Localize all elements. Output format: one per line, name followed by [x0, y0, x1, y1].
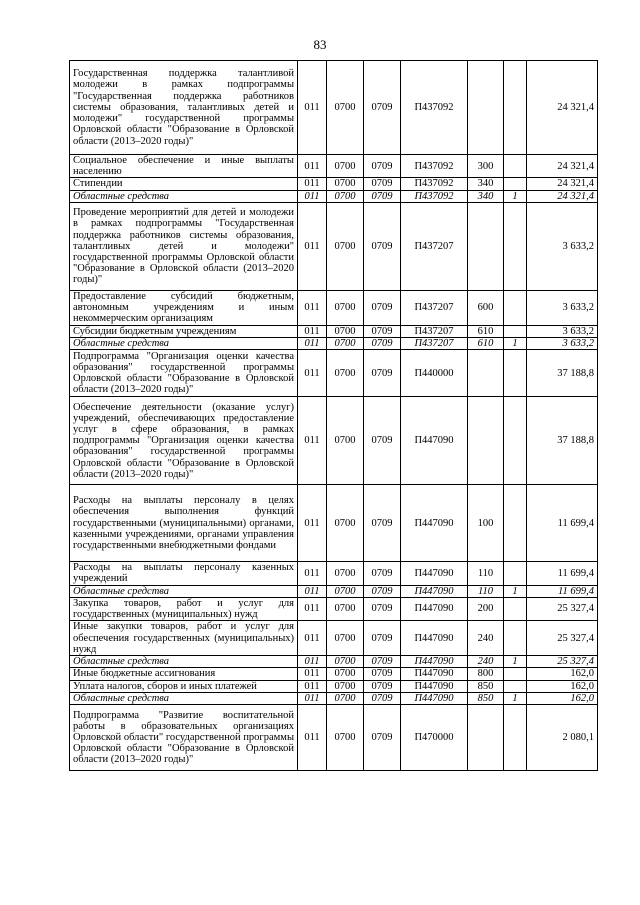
- table-row: [70, 61, 598, 155]
- table-row: [70, 621, 598, 656]
- funding-source-cell: [504, 325, 527, 337]
- amount-cell: 25 327,4: [527, 597, 598, 620]
- expense-type-cell: 300: [468, 155, 504, 178]
- target-item-cell: П437207: [401, 290, 468, 325]
- amount-cell: 24 321,4: [527, 190, 598, 202]
- target-item-cell: П440000: [401, 350, 468, 397]
- amount-cell: 3 633,2: [527, 202, 598, 290]
- subsection-code-cell: 0709: [364, 562, 401, 585]
- subsection-code-cell: 0709: [364, 621, 401, 656]
- table-row: [70, 585, 598, 597]
- section-code-cell: 0700: [327, 178, 364, 190]
- target-item-cell: П447090: [401, 597, 468, 620]
- target-item-cell: П447090: [401, 562, 468, 585]
- expense-type-cell: 850: [468, 680, 504, 692]
- funding-source-cell: 1: [504, 190, 527, 202]
- section-code-cell: 0700: [327, 668, 364, 680]
- target-item-cell: П447090: [401, 680, 468, 692]
- funding-source-cell: [504, 485, 527, 562]
- ministry-code-cell: 011: [298, 338, 327, 350]
- row-name-cell: Уплата налогов, сборов и иных платежей: [70, 680, 298, 692]
- section-code-cell: 0700: [327, 338, 364, 350]
- ministry-code-cell: 011: [298, 668, 327, 680]
- subsection-code-cell: 0709: [364, 585, 401, 597]
- ministry-code-cell: 011: [298, 61, 327, 155]
- ministry-code-cell: 011: [298, 397, 327, 485]
- funding-source-cell: [504, 61, 527, 155]
- expense-type-cell: 200: [468, 597, 504, 620]
- table-row: [70, 290, 598, 325]
- amount-cell: 3 633,2: [527, 325, 598, 337]
- row-name-cell: Проведение мероприятий для детей и молодежи в рамках подпрограммы "Государственная поддержка работников системы образования, талантливых детей и молодежи" государственной программы Орловской области "Образование в Орловской области (2013–2020 годы)": [70, 202, 298, 290]
- expense-type-cell: 340: [468, 190, 504, 202]
- ministry-code-cell: 011: [298, 190, 327, 202]
- expense-type-cell: 240: [468, 656, 504, 668]
- section-code-cell: 0700: [327, 656, 364, 668]
- ministry-code-cell: 011: [298, 621, 327, 656]
- funding-source-cell: [504, 680, 527, 692]
- subsection-code-cell: 0709: [364, 61, 401, 155]
- section-code-cell: 0700: [327, 350, 364, 397]
- table-row: [70, 178, 598, 190]
- funding-source-cell: [504, 621, 527, 656]
- subsection-code-cell: 0709: [364, 325, 401, 337]
- subsection-code-cell: 0709: [364, 397, 401, 485]
- target-item-cell: П447090: [401, 397, 468, 485]
- expense-type-cell: 610: [468, 325, 504, 337]
- ministry-code-cell: 011: [298, 680, 327, 692]
- row-name-cell: Областные средства: [70, 338, 298, 350]
- expense-type-cell: [468, 705, 504, 771]
- ministry-code-cell: 011: [298, 290, 327, 325]
- table-row: [70, 656, 598, 668]
- row-name-cell: Расходы на выплаты персоналу казенных учреждений: [70, 562, 298, 585]
- row-name-cell: Субсидии бюджетным учреждениям: [70, 325, 298, 337]
- expense-type-cell: 240: [468, 621, 504, 656]
- amount-cell: 11 699,4: [527, 485, 598, 562]
- section-code-cell: 0700: [327, 621, 364, 656]
- target-item-cell: П447090: [401, 656, 468, 668]
- subsection-code-cell: 0709: [364, 668, 401, 680]
- target-item-cell: П437207: [401, 325, 468, 337]
- table-row: [70, 485, 598, 562]
- expense-type-cell: [468, 350, 504, 397]
- target-item-cell: П437092: [401, 190, 468, 202]
- expense-type-cell: [468, 202, 504, 290]
- subsection-code-cell: 0709: [364, 485, 401, 562]
- table-row: [70, 705, 598, 771]
- section-code-cell: 0700: [327, 585, 364, 597]
- expense-type-cell: 800: [468, 668, 504, 680]
- table-row: [70, 668, 598, 680]
- row-name-cell: Подпрограмма "Развитие воспитательной работы в образовательных организациях Орловской области" государственной программы Орловской области "Образование в Орловской области (2013–2020 годы)": [70, 705, 298, 771]
- funding-source-cell: 1: [504, 338, 527, 350]
- section-code-cell: 0700: [327, 680, 364, 692]
- table-row: [70, 397, 598, 485]
- section-code-cell: 0700: [327, 705, 364, 771]
- amount-cell: 3 633,2: [527, 290, 598, 325]
- table-row: [70, 325, 598, 337]
- section-code-cell: 0700: [327, 190, 364, 202]
- ministry-code-cell: 011: [298, 325, 327, 337]
- table-body: [70, 61, 598, 771]
- ministry-code-cell: 011: [298, 705, 327, 771]
- subsection-code-cell: 0709: [364, 350, 401, 397]
- target-item-cell: П447090: [401, 585, 468, 597]
- table-row: [70, 680, 598, 692]
- funding-source-cell: [504, 155, 527, 178]
- target-item-cell: П447090: [401, 621, 468, 656]
- subsection-code-cell: 0709: [364, 190, 401, 202]
- ministry-code-cell: 011: [298, 155, 327, 178]
- subsection-code-cell: 0709: [364, 338, 401, 350]
- amount-cell: 37 188,8: [527, 397, 598, 485]
- target-item-cell: П437092: [401, 155, 468, 178]
- expense-type-cell: [468, 61, 504, 155]
- ministry-code-cell: 011: [298, 562, 327, 585]
- target-item-cell: П437092: [401, 178, 468, 190]
- expense-type-cell: 610: [468, 338, 504, 350]
- section-code-cell: 0700: [327, 61, 364, 155]
- section-code-cell: 0700: [327, 485, 364, 562]
- subsection-code-cell: 0709: [364, 178, 401, 190]
- row-name-cell: Подпрограмма "Организация оценки качества образования" государственной программы Орловской области "Образование в Орловской области (2013–2020 годы)": [70, 350, 298, 397]
- funding-source-cell: [504, 290, 527, 325]
- amount-cell: 162,0: [527, 668, 598, 680]
- amount-cell: 25 327,4: [527, 621, 598, 656]
- ministry-code-cell: 011: [298, 202, 327, 290]
- row-name-cell: Социальное обеспечение и иные выплаты населению: [70, 155, 298, 178]
- funding-source-cell: [504, 178, 527, 190]
- table-row: [70, 692, 598, 704]
- row-name-cell: Предоставление субсидий бюджетным, автономным учреждениям и иным некоммерческим организациям: [70, 290, 298, 325]
- amount-cell: 24 321,4: [527, 61, 598, 155]
- funding-source-cell: 1: [504, 656, 527, 668]
- row-name-cell: Областные средства: [70, 585, 298, 597]
- expense-type-cell: 850: [468, 692, 504, 704]
- ministry-code-cell: 011: [298, 656, 327, 668]
- row-name-cell: Расходы на выплаты персоналу в целях обеспечения выполнения функций государственными (муниципальными) органами, казенными учреждениями, органами управления государственными внебюджетными фондами: [70, 485, 298, 562]
- funding-source-cell: [504, 668, 527, 680]
- amount-cell: 3 633,2: [527, 338, 598, 350]
- ministry-code-cell: 011: [298, 597, 327, 620]
- amount-cell: 11 699,4: [527, 585, 598, 597]
- target-item-cell: П447090: [401, 692, 468, 704]
- amount-cell: 25 327,4: [527, 656, 598, 668]
- target-item-cell: П447090: [401, 485, 468, 562]
- ministry-code-cell: 011: [298, 692, 327, 704]
- ministry-code-cell: 011: [298, 178, 327, 190]
- funding-source-cell: [504, 350, 527, 397]
- table-row: [70, 155, 598, 178]
- subsection-code-cell: 0709: [364, 597, 401, 620]
- section-code-cell: 0700: [327, 155, 364, 178]
- expense-type-cell: [468, 397, 504, 485]
- section-code-cell: 0700: [327, 692, 364, 704]
- expense-type-cell: 110: [468, 562, 504, 585]
- funding-source-cell: [504, 397, 527, 485]
- ministry-code-cell: 011: [298, 350, 327, 397]
- subsection-code-cell: 0709: [364, 705, 401, 771]
- funding-source-cell: [504, 562, 527, 585]
- amount-cell: 11 699,4: [527, 562, 598, 585]
- funding-source-cell: 1: [504, 692, 527, 704]
- section-code-cell: 0700: [327, 597, 364, 620]
- amount-cell: 2 080,1: [527, 705, 598, 771]
- row-name-cell: Государственная поддержка талантливой молодежи в рамках подпрограммы "Государственная поддержка работников системы образования, талантливых детей и молодежи" государственной программы Орловской области "Образование в Орловской области (2013–2020 годы)": [70, 61, 298, 155]
- expense-type-cell: 600: [468, 290, 504, 325]
- section-code-cell: 0700: [327, 562, 364, 585]
- table-row: [70, 562, 598, 585]
- row-name-cell: Обеспечение деятельности (оказание услуг) учреждений, обеспечивающих предоставление услуг в сфере образования, в рамках подпрограммы "Организация оценки качества образования" государственной программы Орловской области "Образование в Орловской области (2013–2020 годы)": [70, 397, 298, 485]
- amount-cell: 24 321,4: [527, 155, 598, 178]
- table-row: [70, 350, 598, 397]
- page-number: 83: [313, 37, 327, 52]
- ministry-code-cell: 011: [298, 585, 327, 597]
- expense-type-cell: 100: [468, 485, 504, 562]
- target-item-cell: П437092: [401, 61, 468, 155]
- section-code-cell: 0700: [327, 202, 364, 290]
- target-item-cell: П437207: [401, 202, 468, 290]
- budget-table: [69, 60, 598, 771]
- amount-cell: 162,0: [527, 680, 598, 692]
- row-name-cell: Областные средства: [70, 656, 298, 668]
- table-row: [70, 190, 598, 202]
- funding-source-cell: [504, 202, 527, 290]
- amount-cell: 37 188,8: [527, 350, 598, 397]
- subsection-code-cell: 0709: [364, 155, 401, 178]
- expense-type-cell: 110: [468, 585, 504, 597]
- row-name-cell: Областные средства: [70, 190, 298, 202]
- row-name-cell: Иные бюджетные ассигнования: [70, 668, 298, 680]
- section-code-cell: 0700: [327, 290, 364, 325]
- target-item-cell: П447090: [401, 668, 468, 680]
- subsection-code-cell: 0709: [364, 656, 401, 668]
- section-code-cell: 0700: [327, 325, 364, 337]
- funding-source-cell: 1: [504, 585, 527, 597]
- subsection-code-cell: 0709: [364, 680, 401, 692]
- expense-type-cell: 340: [468, 178, 504, 190]
- target-item-cell: П470000: [401, 705, 468, 771]
- subsection-code-cell: 0709: [364, 202, 401, 290]
- row-name-cell: Закупка товаров, работ и услуг для государственных (муниципальных) нужд: [70, 597, 298, 620]
- row-name-cell: Областные средства: [70, 692, 298, 704]
- target-item-cell: П437207: [401, 338, 468, 350]
- table-row: [70, 338, 598, 350]
- table-row: [70, 597, 598, 620]
- amount-cell: 162,0: [527, 692, 598, 704]
- subsection-code-cell: 0709: [364, 692, 401, 704]
- row-name-cell: Иные закупки товаров, работ и услуг для обеспечения государственных (муниципальных) нужд: [70, 621, 298, 656]
- ministry-code-cell: 011: [298, 485, 327, 562]
- row-name-cell: Стипендии: [70, 178, 298, 190]
- section-code-cell: 0700: [327, 397, 364, 485]
- subsection-code-cell: 0709: [364, 290, 401, 325]
- funding-source-cell: [504, 597, 527, 620]
- table-row: [70, 202, 598, 290]
- funding-source-cell: [504, 705, 527, 771]
- amount-cell: 24 321,4: [527, 178, 598, 190]
